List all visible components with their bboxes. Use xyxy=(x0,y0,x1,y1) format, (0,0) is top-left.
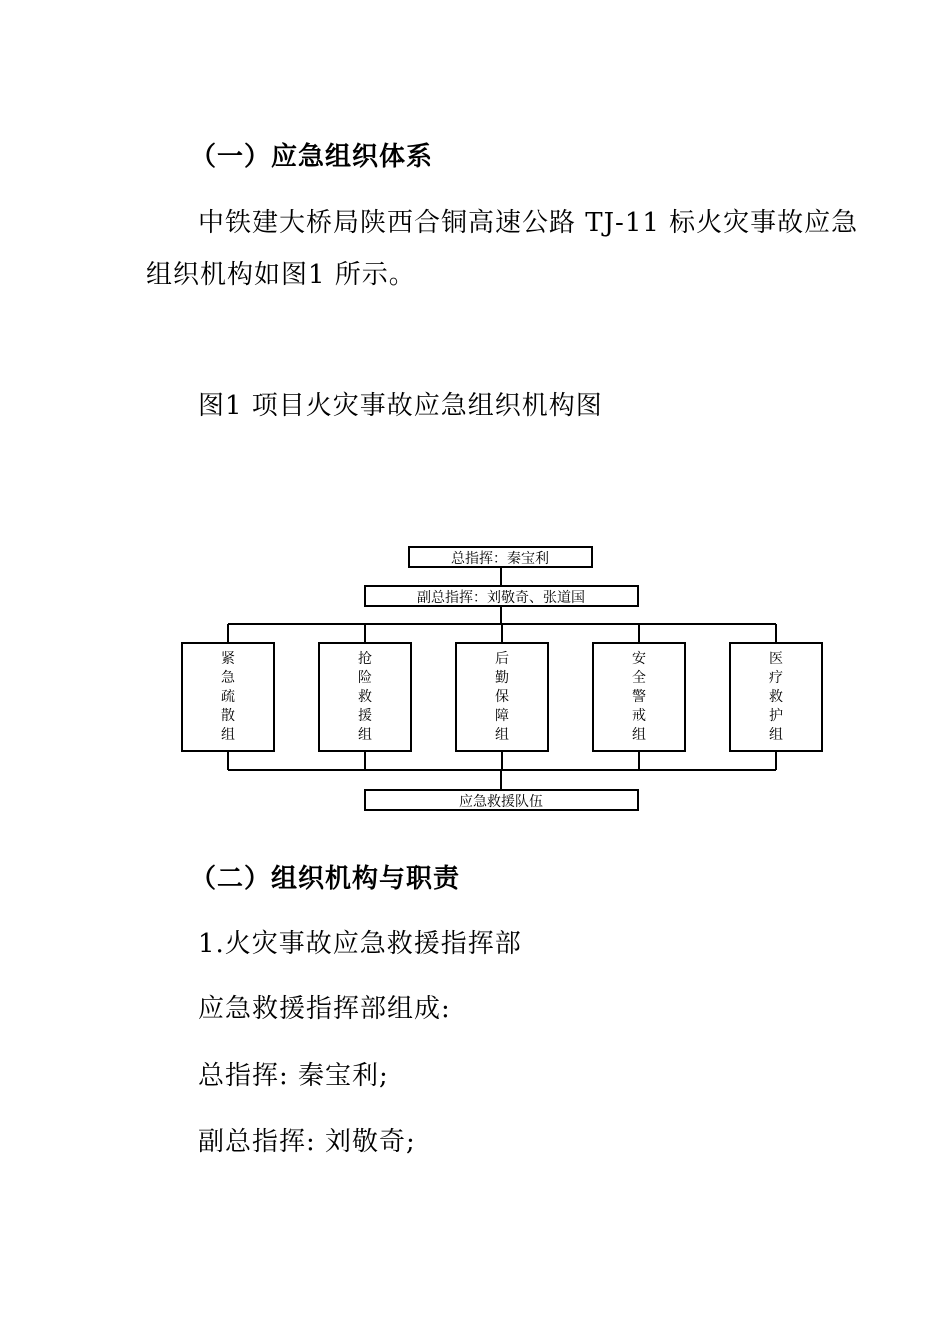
group-label-5: 医疗救护组 xyxy=(769,651,783,743)
subsection-title: 1.火灾事故应急救援指挥部 xyxy=(198,929,522,959)
section-heading-1: （一）应急组织体系 xyxy=(190,142,434,172)
intro-paragraph-line-2: 组织机构如图1 所示。 xyxy=(146,260,416,290)
commander-label: 总指挥：秦宝利 xyxy=(451,551,549,567)
deputy-label: 副总指挥：刘敬奇、张道国 xyxy=(417,590,585,606)
group-label-3: 后勤保障组 xyxy=(495,651,509,743)
commander-line: 总指挥: 秦宝利; xyxy=(198,1061,389,1091)
group-label-1: 紧急疏散组 xyxy=(221,651,235,743)
section-heading-2: （二）组织机构与职责 xyxy=(190,864,461,894)
team-label: 应急救援队伍 xyxy=(459,794,543,810)
figure-caption: 图1 项目火灾事故应急组织机构图 xyxy=(198,391,603,421)
group-label-2: 抢险救援组 xyxy=(358,651,372,743)
group-label-4: 安全警戒组 xyxy=(632,651,646,743)
composition-line: 应急救援指挥部组成: xyxy=(198,994,451,1024)
deputy-line: 副总指挥: 刘敬奇; xyxy=(198,1127,416,1157)
intro-paragraph-line-1: 中铁建大桥局陕西合铜高速公路 TJ-11 标火灾事故应急 xyxy=(198,208,859,238)
